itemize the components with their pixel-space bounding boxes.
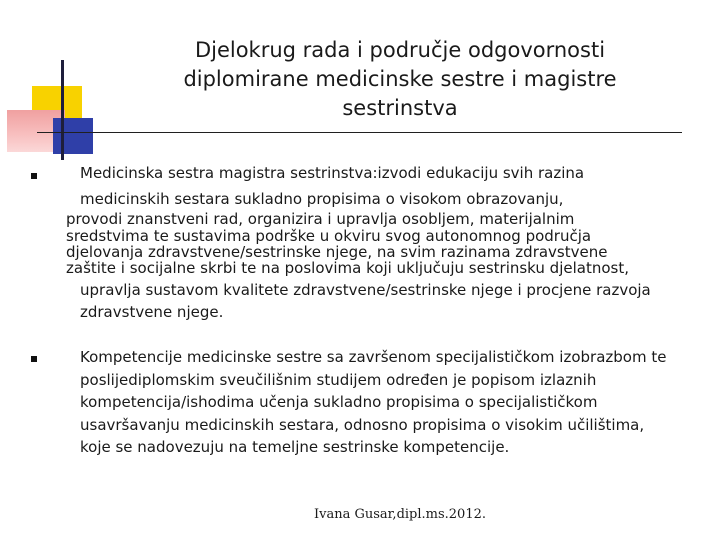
slide-title xyxy=(120,36,680,123)
bullet-paragraph-2 xyxy=(80,346,700,459)
paragraph-line: sredstvima te sustavima podrške u okviru svog autonomnog područja xyxy=(66,227,592,245)
paragraph-line: Kompetencije medicinske sestre sa završenom specijalističkom izobrazbom te xyxy=(80,348,667,366)
paragraph-line: koje se nadovezuju na temeljne sestrinske kompetencije. xyxy=(80,438,510,456)
paragraph-line: Medicinska sestra magistra sestrinstva:izvodi edukaciju svih razina xyxy=(80,164,585,182)
paragraph-line: upravlja sustavom kvalitete zdravstvene/sestrinske njege i procjene razvoja xyxy=(80,281,651,299)
bullet-square-icon xyxy=(31,356,37,362)
horizontal-rule xyxy=(37,132,682,133)
paragraph-line: zdravstvene njege. xyxy=(80,303,224,321)
paragraph-line: zaštite i socijalne skrbi te na poslovima koji uključuju sestrinsku djelatnost, xyxy=(66,259,629,277)
bullet-paragraph-1 xyxy=(66,162,700,323)
paragraph-line: medicinskih sestara sukladno propisima o visokom obrazovanju, xyxy=(80,190,564,208)
title-line: diplomirane medicinske sestre i magistre xyxy=(183,67,617,91)
bullet-square-icon xyxy=(31,173,37,179)
vertical-rule xyxy=(61,60,64,160)
paragraph-line: provodi znanstveni rad, organizira i upravlja osobljem, materijalnim xyxy=(66,210,575,228)
paragraph-line: poslijediplomskim sveučilišnim studijem određen je popisom izlaznih xyxy=(80,370,597,389)
title-line: Djelokrug rada i područje odgovornosti xyxy=(194,38,606,62)
paragraph-line: kompetencija/ishodima učenja sukladno propisima o specijalističkom xyxy=(80,393,598,411)
paragraph-line: djelovanja zdravstvene/sestrinske njege, na svim razinama zdravstvene xyxy=(66,243,608,261)
blue-square-decoration xyxy=(53,118,93,154)
slide-footer: Ivana Gusar,dipl.ms.2012. xyxy=(313,507,487,522)
paragraph-line: usavršavanju medicinskih sestara, odnosno propisima o visokim učilištima, xyxy=(80,415,645,434)
title-line: sestrinstva xyxy=(342,96,458,120)
